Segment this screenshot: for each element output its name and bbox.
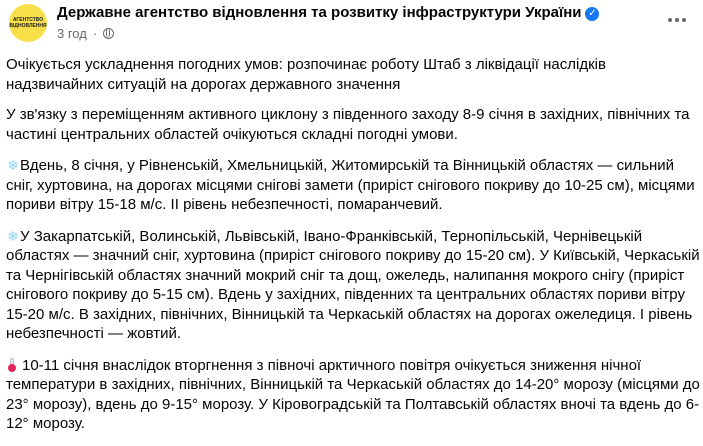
post-meta [57, 26, 114, 41]
post-paragraph: У зв'язку з переміщенням активного циклону з південного заходу 8-9 січня в західних, північних та частині центральних областей очікуються складні погодні умови. [6, 106, 690, 143]
more-options-button[interactable] [665, 10, 689, 30]
paragraph-text: У Закарпатській, Волинській, Львівській, Івано-Франківській, Тернопільській, Чернівецькій областях — значний сніг, хуртовина (приріст снігового покриву до 15-20 см). У Київській, Черкаській та Чернігівській областях значний мокрий сніг та дощ, ожеледь, налипання мокрого снігу (приріст снігового покриву до 5-15 см). Вдень у західних, південних та центральних областях пориви вітру 15-20 м/с. В західних, північних, Вінницькій та Черкаській областях на дорогах ожеледиця. І рівень небезпечності — жовтий. [6, 227, 700, 342]
post-timestamp[interactable]: 3 год [57, 26, 87, 41]
post-paragraph [6, 156, 700, 215]
paragraph-text: Вдень, 8 січня, у Рівненській, Хмельницькій, Житомирській та Вінницькій областях — сильний сніг, хуртовина, на дорогах місцями снігові замети (приріст снігового покриву до 10-25 см), місцями пориви вітру 15-18 м/с. ІІ рівень небезпечності, помаранчевий. [6, 157, 695, 213]
more-dots-icon [668, 18, 672, 22]
post-paragraph [6, 356, 700, 434]
thermometer-icon [8, 358, 16, 372]
verified-badge-icon: ✓ [585, 7, 599, 21]
post-paragraph [6, 227, 700, 344]
snowflake-icon: ❄ [7, 227, 19, 244]
avatar-logo-text: АГЕНТСТВО [12, 17, 44, 23]
separator-dot: · [92, 26, 98, 41]
paragraph-text: 10-11 січня внаслідок вторгнення з півночі арктичного повітря очікується зниження нічної температури в західних, північних, Вінницькій та Черкаській областях до 14-20° морозу (місцями до 23° морозу), вдень до 9-15° морозу. У Кіровоградській та Полтавській областях вночі та вдень до 6-12° морозу. [6, 356, 700, 432]
snowflake-icon: ❄ [7, 157, 19, 173]
avatar-logo-text: ВІДНОВЛЕННЯ [9, 23, 47, 29]
page-avatar[interactable] [9, 4, 47, 42]
globe-icon[interactable] [103, 28, 114, 39]
post-paragraph: Очікується ускладнення погодних умов: розпочинає роботу Штаб з ліквідації наслідків надзвичайних ситуацій на дорогах державного значення [6, 56, 606, 93]
post-header [0, 0, 703, 52]
page-name[interactable]: Державне агентство відновлення та розвитку інфраструктури України [57, 4, 582, 21]
post-body [6, 55, 700, 446]
page-name-link[interactable] [57, 4, 599, 21]
more-dots-icon [675, 18, 679, 22]
more-dots-icon [682, 18, 686, 22]
